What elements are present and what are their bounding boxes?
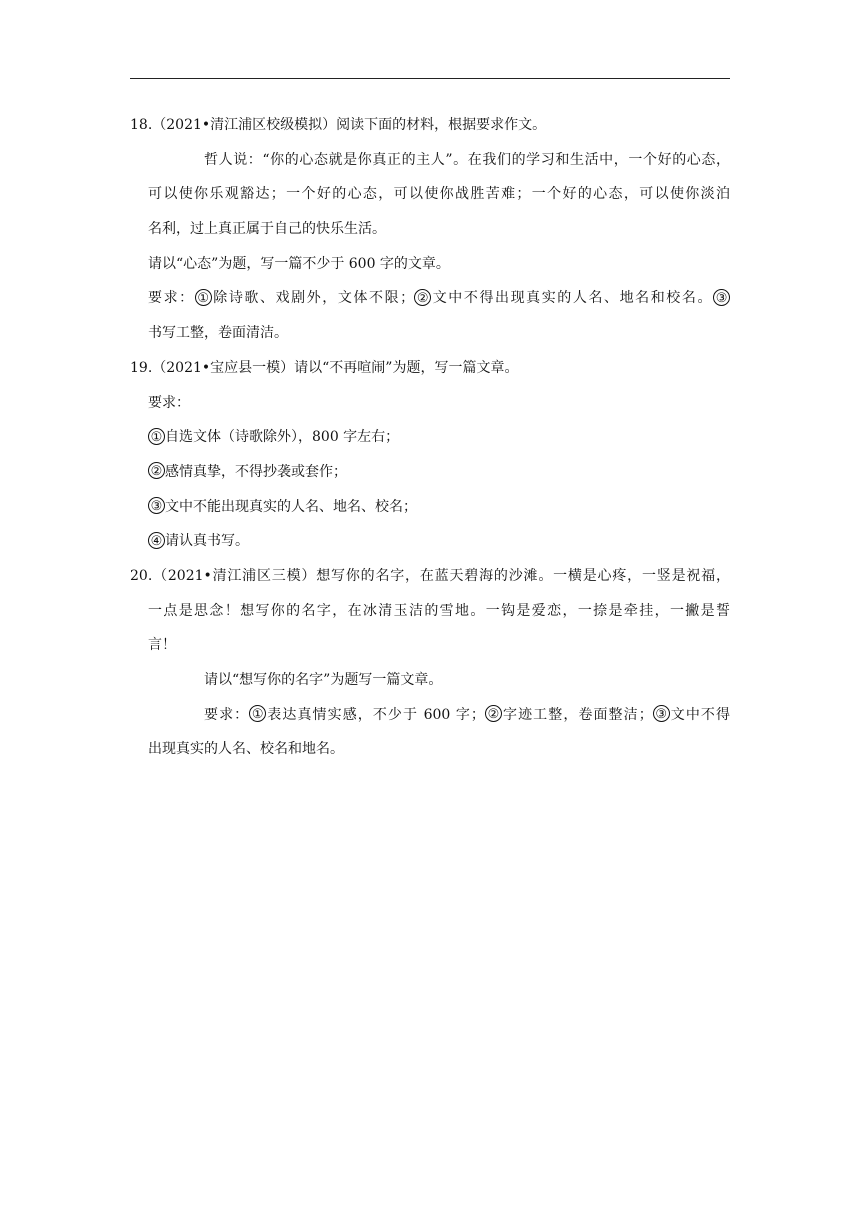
q20-intro-line-2: 言！ xyxy=(148,637,176,654)
q18-para-line-1: 哲人说：“你的心态就是你真正的主人”。在我们的学习和生活中，一个好的心态， xyxy=(204,151,730,168)
q18-requirements xyxy=(130,281,730,316)
circled-3-marker: ③ xyxy=(653,705,670,722)
q19-item-1-text: 自选文体（诗歌除外），800 字左右； xyxy=(165,429,400,446)
circled-2-marker: ② xyxy=(485,705,502,722)
q19-item-3 xyxy=(130,490,730,525)
q19-req-label: 要求： xyxy=(148,394,190,411)
q18-para-line-2: 可以使你乐观豁达；一个好的心态，可以使你战胜苦难；一个好的心态，可以使你淡泊 xyxy=(148,186,730,203)
q20-req-1: 表达真情实感，不少于 600 字； xyxy=(266,706,485,723)
q20-req-3: 文中不得 xyxy=(669,706,731,723)
header-rule xyxy=(130,78,730,79)
q20-requirements xyxy=(130,698,730,733)
circled-1-marker: ① xyxy=(195,289,212,306)
q19-item-3-text: 文中不能出现真实的人名、地名、校名； xyxy=(165,498,417,515)
q19-item-2 xyxy=(130,455,730,490)
q18-req-1: 除诗歌、戏剧外，文体不限； xyxy=(211,290,415,307)
q18-req-2: 文中不得出现真实的人名、地名和校名。 xyxy=(431,290,714,307)
q18-prompt: 请以“心态”为题，写一篇不少于 600 字的文章。 xyxy=(148,255,450,272)
circled-2-marker: ② xyxy=(414,289,431,306)
q20-req-2: 字迹工整，卷面整洁； xyxy=(501,706,653,723)
q18-req-label: 要求： xyxy=(148,290,195,307)
q20-req-cont: 出现真实的人名、校名和地名。 xyxy=(148,741,344,758)
circled-3-marker: ③ xyxy=(148,497,165,514)
document-body xyxy=(130,108,730,767)
q19-item-4 xyxy=(130,524,730,559)
q20-intro-line-1: 一点是思念！想写你的名字，在冰清玉洁的雪地。一钩是爱恋，一捺是牵挂，一撇是誓 xyxy=(148,602,730,619)
circled-4-marker: ④ xyxy=(148,532,165,549)
circled-1-marker: ① xyxy=(148,428,165,445)
q20-req-label: 要求： xyxy=(204,706,250,723)
q19-item-4-text: 请认真书写。 xyxy=(165,533,249,550)
q18-req-3-cont: 书写工整，卷面清洁。 xyxy=(148,325,288,342)
q18-header: 18.（2021•清江浦区校级模拟）阅读下面的材料，根据要求作文。 xyxy=(130,117,547,133)
q19-item-1 xyxy=(130,420,730,455)
q18-para-line-3: 名利，过上真正属于自己的快乐生活。 xyxy=(148,221,386,238)
circled-2-marker: ② xyxy=(148,462,165,479)
circled-1-marker: ① xyxy=(249,705,266,722)
q19-item-2-text: 感情真挚，不得抄袭或套作； xyxy=(165,463,347,480)
q20-prompt: 请以“想写你的名字”为题写一篇文章。 xyxy=(204,672,443,688)
q20-header: 20.（2021•清江浦区三模）想写你的名字，在蓝天碧海的沙滩。一横是心疼，一竖是祝福， xyxy=(130,567,730,584)
circled-3-marker: ③ xyxy=(713,289,730,306)
q19-header: 19.（2021•宝应县一模）请以“不再喧闹”为题，写一篇文章。 xyxy=(130,359,519,376)
